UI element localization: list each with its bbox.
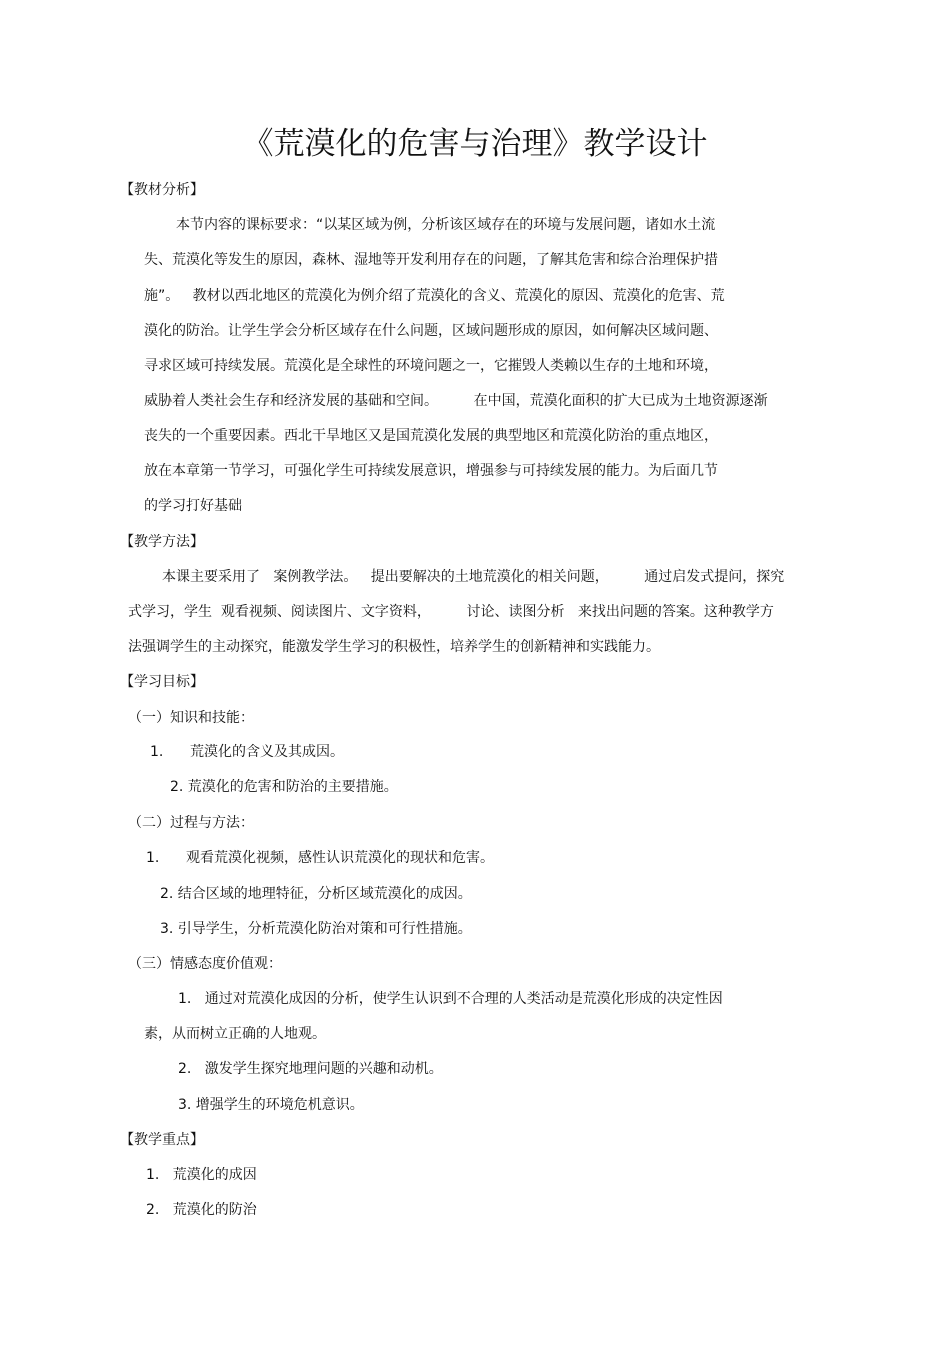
analysis-line: 丧失的一个重要因素。西北干旱地区又是国荒漠化发展的典型地区和荒漠化防治的重点地区， (144, 428, 718, 444)
goal-item: 1. 荒漠化的含义及其成因。 (150, 744, 345, 760)
analysis-line: 施”。 教材以西北地区的荒漠化为例介绍了荒漠化的含义、荒漠化的原因、荒漠化的危害、荒 (144, 288, 725, 304)
analysis-line: 的学习打好基础 (144, 498, 242, 514)
method-line: 式学习，学生 观看视频、阅读图片、文字资料， 讨论、读图分析 来找出问题的答案。这种教学方 (128, 604, 774, 620)
goal-item: 素，从而树立正确的人地观。 (144, 1026, 326, 1042)
focus-item: 1. 荒漠化的成因 (146, 1167, 257, 1183)
goal-item: 3. 增强学生的环境危机意识。 (178, 1097, 364, 1113)
analysis-line: 威胁着人类社会生存和经济发展的基础和空间。 在中国，荒漠化面积的扩大已成为土地资源逐渐 (144, 393, 768, 409)
method-line: 本课主要采用了 案例教学法。 提出要解决的土地荒漠化的相关问题， 通过启发式提问，探究 (162, 569, 785, 585)
section-heading-analysis: 【教材分析】 (120, 182, 204, 198)
document-title: 《荒漠化的危害与治理》教学设计 (242, 126, 708, 162)
goals-subheading-process: （二）过程与方法： (128, 815, 254, 831)
method-line: 法强调学生的主动探究，能激发学生学习的积极性，培养学生的创新精神和实践能力。 (128, 639, 660, 655)
analysis-line: 寻求区域可持续发展。荒漠化是全球性的环境问题之一，它摧毁人类赖以生存的土地和环境， (144, 358, 718, 374)
goal-item: 2. 激发学生探究地理问题的兴趣和动机。 (178, 1061, 443, 1077)
analysis-line: 放在本章第一节学习，可强化学生可持续发展意识，增强参与可持续发展的能力。为后面几节 (144, 463, 718, 479)
goals-subheading-knowledge: （一）知识和技能： (128, 710, 254, 726)
goal-item: 2. 荒漠化的危害和防治的主要措施。 (170, 779, 398, 795)
focus-item: 2. 荒漠化的防治 (146, 1202, 257, 1218)
goal-item: 2. 结合区域的地理特征，分析区域荒漠化的成因。 (160, 886, 472, 902)
analysis-line: 本节内容的课标要求：“以某区域为例，分析该区域存在的环境与发展问题，诸如水土流 (176, 217, 716, 233)
goal-item: 3. 引导学生，分析荒漠化防治对策和可行性措施。 (160, 921, 472, 937)
goal-item: 1. 观看荒漠化视频，感性认识荒漠化的现状和危害。 (146, 850, 495, 866)
analysis-line: 漠化的防治。让学生学会分析区域存在什么问题，区域问题形成的原因，如何解决区域问题、 (144, 323, 718, 339)
section-heading-goals: 【学习目标】 (120, 674, 204, 690)
section-heading-method: 【教学方法】 (120, 534, 204, 550)
goal-item: 1. 通过对荒漠化成因的分析，使学生认识到不合理的人类活动是荒漠化形成的决定性因 (178, 991, 723, 1007)
section-heading-focus: 【教学重点】 (120, 1132, 204, 1148)
goals-subheading-emotion: （三）情感态度价值观： (128, 956, 282, 972)
analysis-line: 失、荒漠化等发生的原因，森林、湿地等开发利用存在的问题，了解其危害和综合治理保护措 (144, 252, 718, 268)
